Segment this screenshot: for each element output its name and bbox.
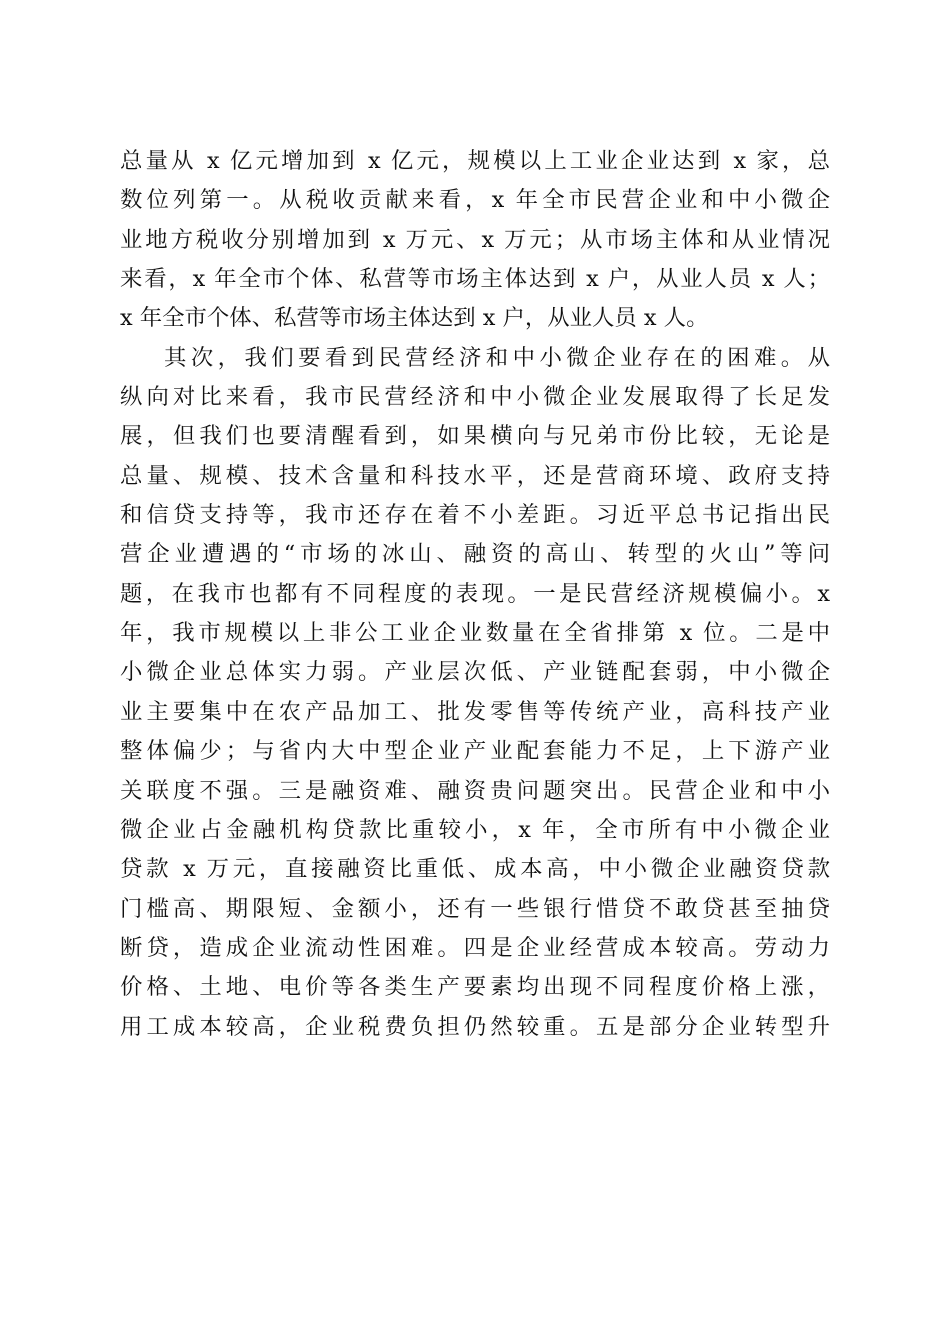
text-line: 贷款 x 万元，直接融资比重低、成本高，中小微企业融资贷款 xyxy=(120,856,830,883)
text-line: 整体偏少；与省内大中型企业产业配套能力不足，上下游产业 xyxy=(120,738,830,765)
text-line: 题，在我市也都有不同程度的表现。一是民营经济规模偏小。x xyxy=(120,580,830,607)
text-line: x 年全市个体、私营等市场主体达到 x 户，从业人员 x 人。 xyxy=(120,305,709,332)
text-line: 微企业占金融机构贷款比重较小，x 年，全市所有中小微企业 xyxy=(120,816,830,843)
paragraph-2 xyxy=(120,339,830,1047)
text-line: 来看，x 年全市个体、私营等市场主体达到 x 户，从业人员 x 人； xyxy=(120,266,830,293)
text-line: 门槛高、期限短、金额小，还有一些银行惜贷不敢贷甚至抽贷 xyxy=(120,895,830,922)
text-line: 价格、土地、电价等各类生产要素均出现不同程度价格上涨， xyxy=(120,974,830,1001)
text-line: 展，但我们也要清醒看到，如果横向与兄弟市份比较，无论是 xyxy=(120,423,830,450)
paragraph-1 xyxy=(120,142,830,339)
text-line: 营企业遭遇的“市场的冰山、融资的高山、转型的火山”等问 xyxy=(120,541,830,568)
text-line: 和信贷支持等，我市还存在着不小差距。习近平总书记指出民 xyxy=(120,502,830,529)
body-text xyxy=(120,142,830,1047)
text-line: 断贷，造成企业流动性困难。四是企业经营成本较高。劳动力 xyxy=(120,934,830,961)
text-line: 业地方税收分别增加到 x 万元、x 万元；从市场主体和从业情况 xyxy=(120,226,830,253)
text-line: 关联度不强。三是融资难、融资贵问题突出。民营企业和中小 xyxy=(120,777,830,804)
text-line: 总量从 x 亿元增加到 x 亿元，规模以上工业企业达到 x 家，总 xyxy=(120,148,830,174)
text-line: 数位列第一。从税收贡献来看，x 年全市民营企业和中小微企 xyxy=(120,187,830,214)
text-line: 业主要集中在农产品加工、批发零售等传统产业，高科技产业 xyxy=(120,698,830,725)
text-line: 总量、规模、技术含量和科技水平，还是营商环境、政府支持 xyxy=(120,462,830,489)
text-line: 小微企业总体实力弱。产业层次低、产业链配套弱，中小微企 xyxy=(120,659,830,686)
text-line: 纵向对比来看，我市民营经济和中小微企业发展取得了长足发 xyxy=(120,384,830,411)
text-line: 其次，我们要看到民营经济和中小微企业存在的困难。从 xyxy=(164,344,830,371)
text-line: 用工成本较高，企业税费负担仍然较重。五是部分企业转型升 xyxy=(120,1013,830,1040)
text-line: 年，我市规模以上非公工业企业数量在全省排第 x 位。二是中 xyxy=(120,620,830,647)
